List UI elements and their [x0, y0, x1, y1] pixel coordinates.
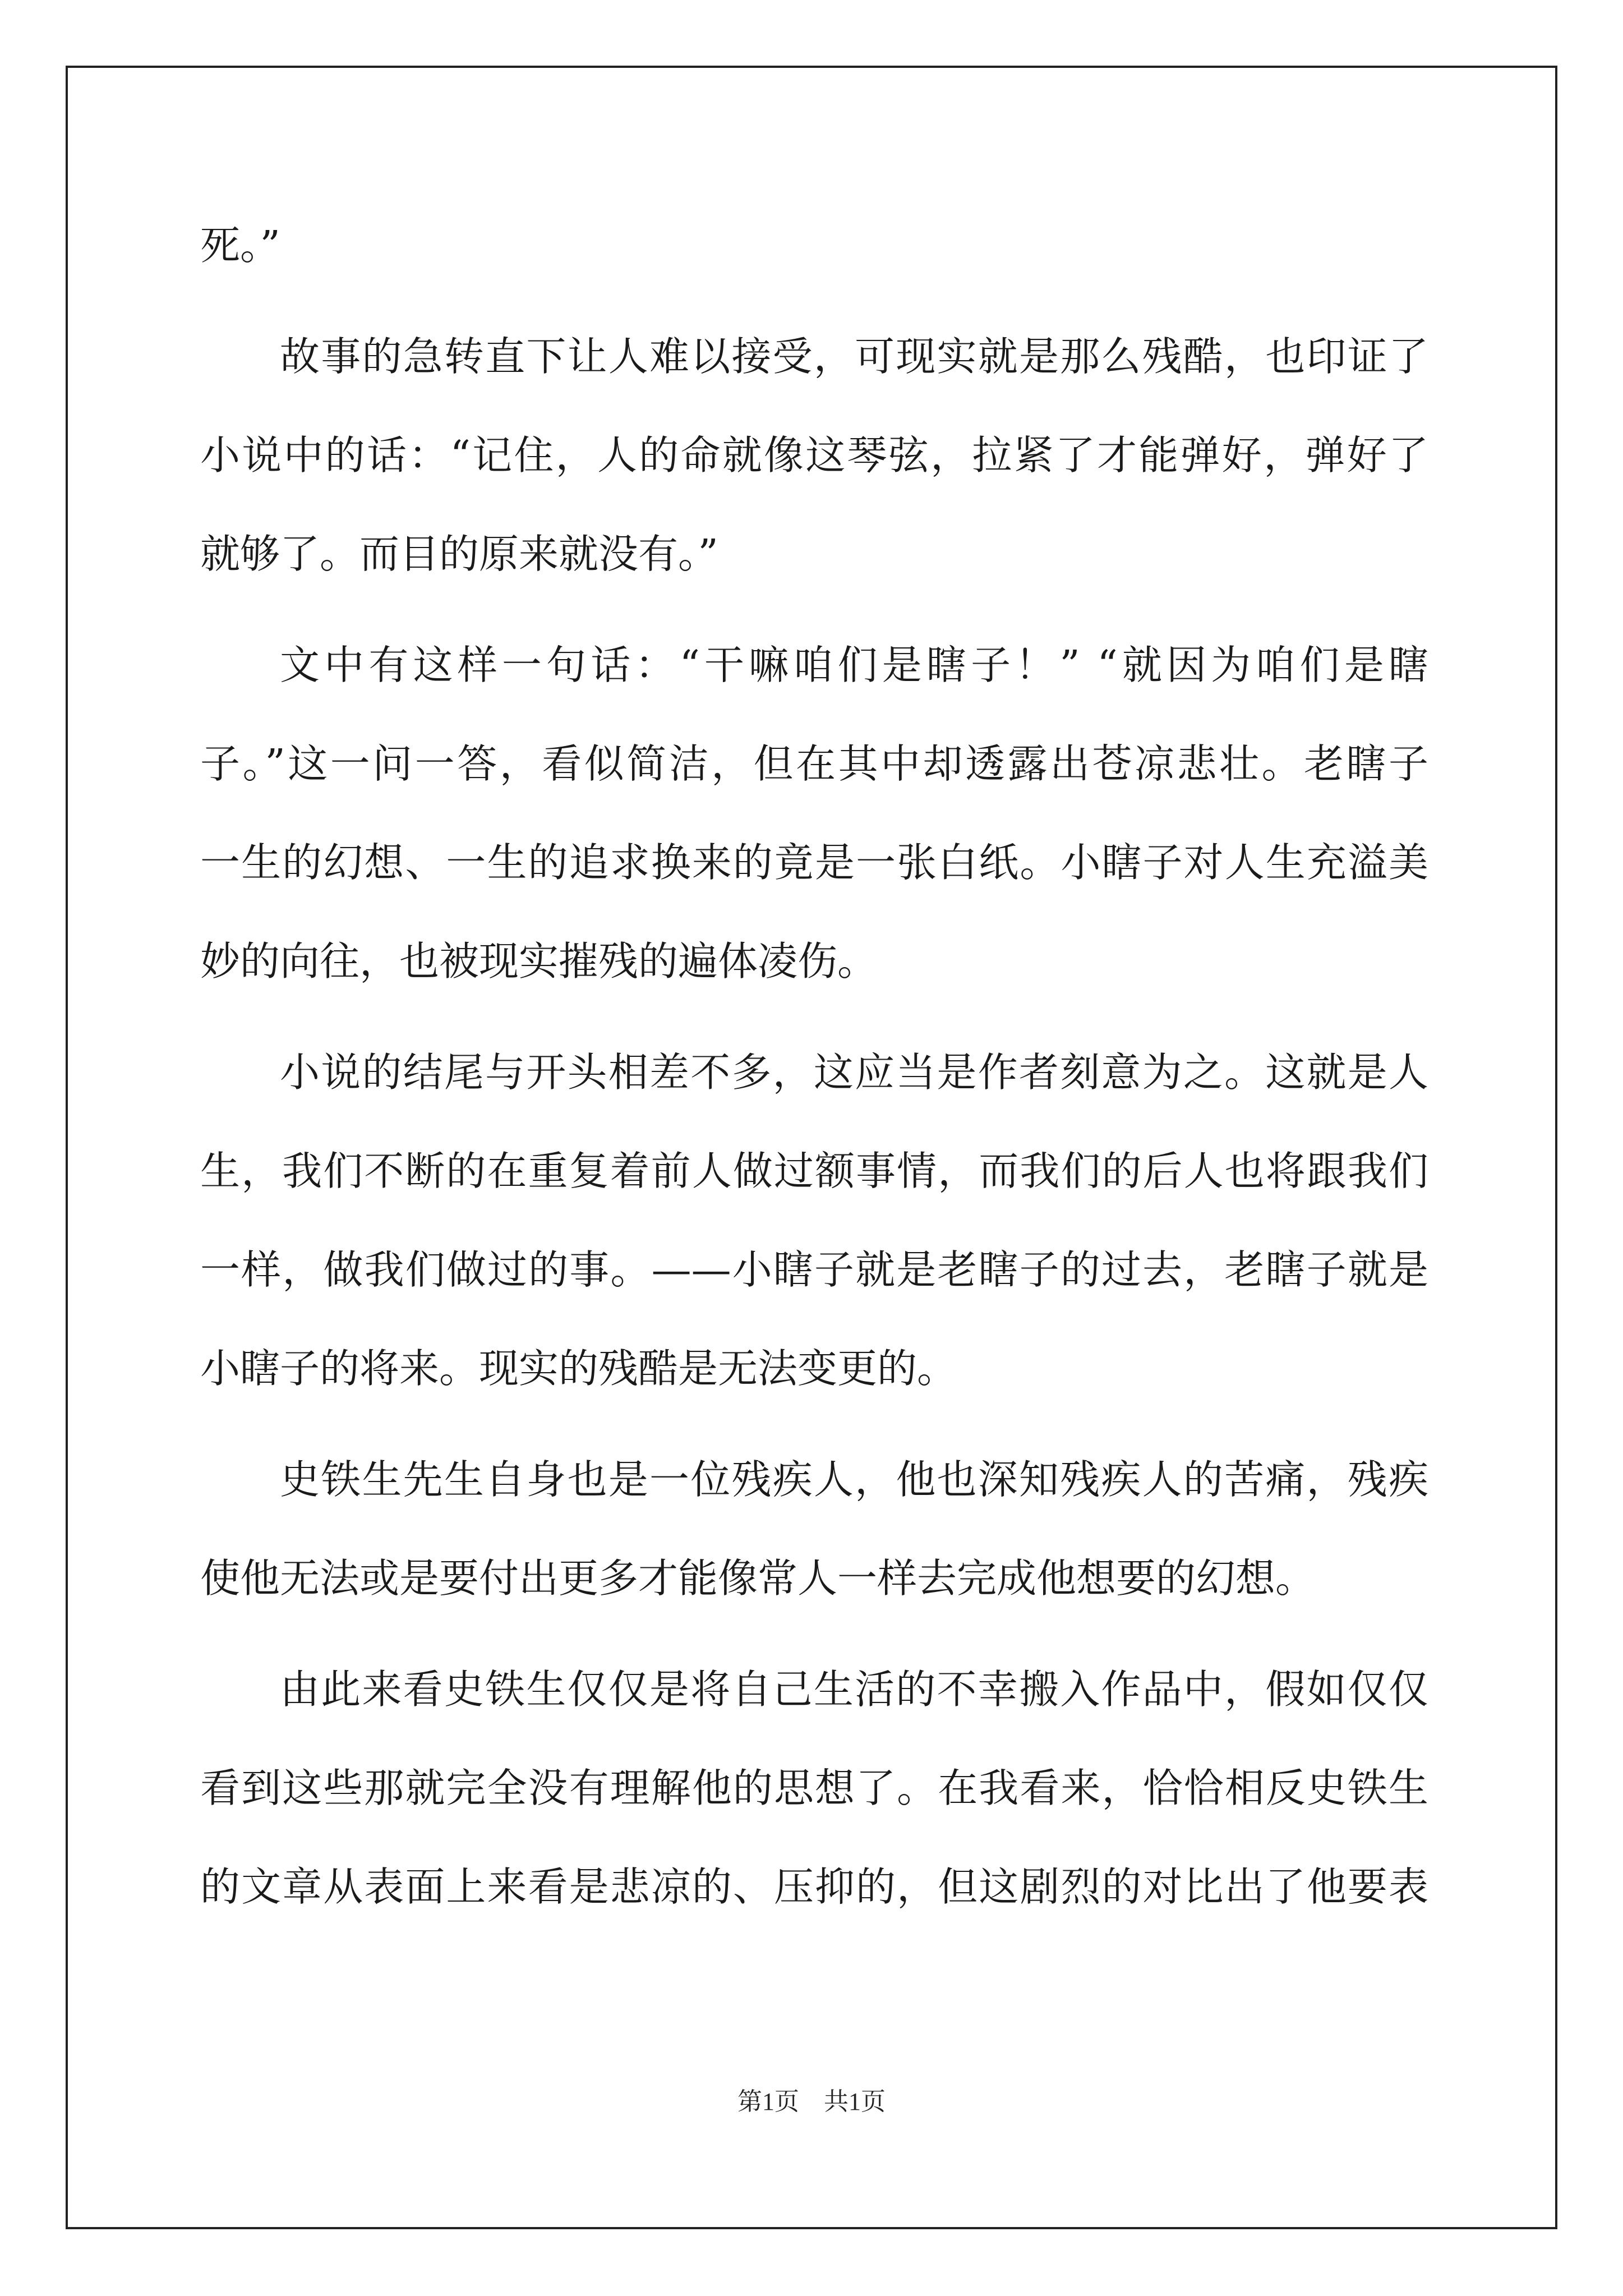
text-line: 一生的幻想、一生的追求换来的竟是一张白纸。小瞎子对人生充溢美 [200, 839, 1428, 886]
text-line: 死。” [200, 222, 280, 269]
text-line: 一样，做我们做过的事。——小瞎子就是老瞎子的过去，老瞎子就是 [200, 1246, 1428, 1293]
text-line: 故事的急转直下让人难以接受，可现实就是那么残酷，也印证了 [280, 333, 1428, 380]
paragraph [200, 1640, 1428, 1936]
text-line: 看到这些那就完全没有理解他的思想了。在我看来，恰恰相反史铁生 [200, 1765, 1428, 1811]
text-line: 史铁生先生自身也是一位残疾人，他也深知残疾人的苦痛，残疾 [280, 1456, 1428, 1503]
text-line: 生，我们不断的在重复着前人做过额事情，而我们的后人也将跟我们 [200, 1148, 1428, 1194]
page-number-footer: 第1页 共1页 [737, 2088, 886, 2115]
text-line: 文中有这样一句话：“干嘛咱们是瞎子！” “就因为咱们是瞎 [280, 642, 1428, 688]
paragraph [200, 1023, 1428, 1418]
paragraph [200, 616, 1428, 1011]
text-line: 小说的结尾与开头相差不多，这应当是作者刻意为之。这就是人 [280, 1049, 1428, 1096]
text-line: 的文章从表面上来看是悲凉的、压抑的，但这剧烈的对比出了他要表 [200, 1864, 1428, 1910]
paragraph [200, 1430, 1428, 1628]
paragraph [200, 307, 1428, 604]
text-line: 子。”这一问一答，看似简洁，但在其中却透露出苍凉悲壮。老瞎子 [200, 740, 1428, 787]
text-line: 由此来看史铁生仅仅是将自己生活的不幸搬入作品中，假如仅仅 [280, 1666, 1428, 1713]
paragraph [200, 196, 1428, 295]
text-line: 小说中的话：“记住，人的命就像这琴弦，拉紧了才能弹好，弹好了 [200, 432, 1428, 478]
text-line: 妙的向往，也被现实摧残的遍体凌伤。 [200, 938, 878, 984]
text-line: 小瞎子的将来。现实的残酷是无法变更的。 [200, 1345, 957, 1392]
text-line: 就够了。而目的原来就没有。” [200, 531, 718, 577]
document-body [200, 196, 1428, 1936]
text-line: 使他无法或是要付出更多才能像常人一样去完成他想要的幻想。 [200, 1555, 1316, 1602]
